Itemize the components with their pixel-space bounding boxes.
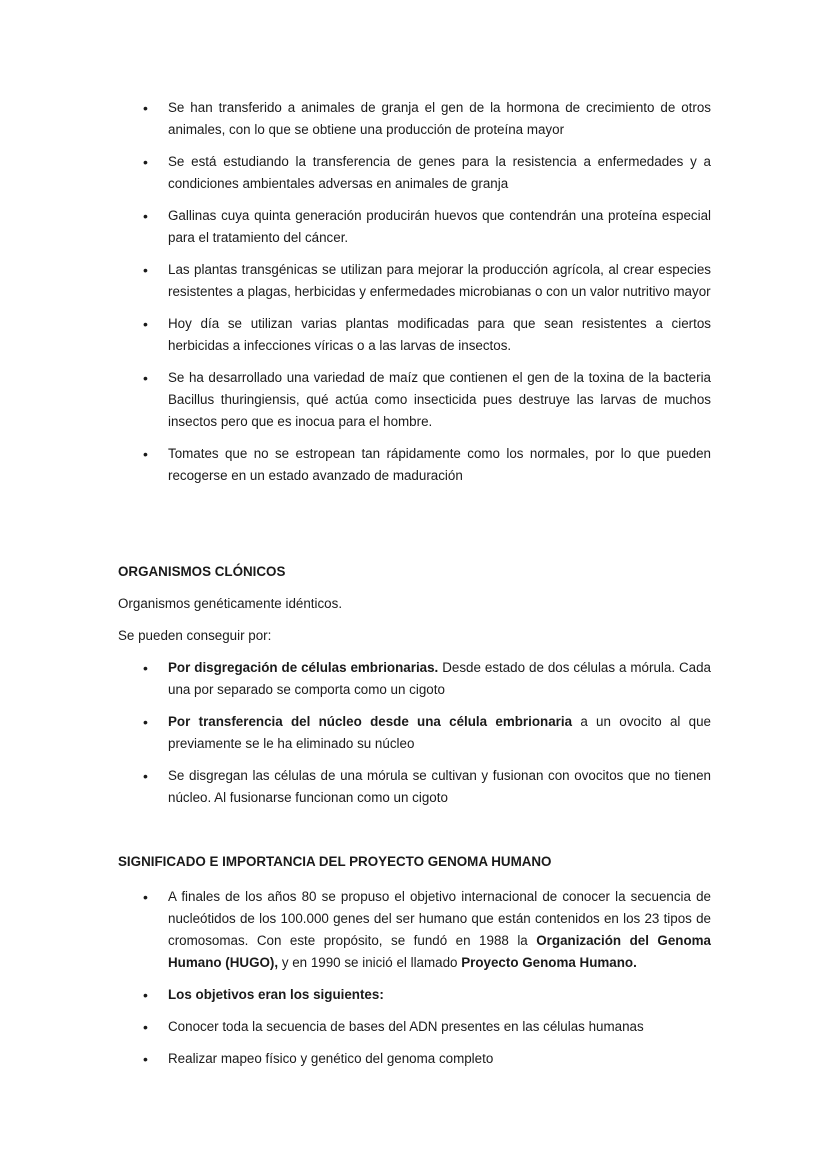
item-text: Realizar mapeo físico y genético del genoma completo — [168, 1051, 494, 1066]
transgenic-list — [118, 97, 711, 487]
section-heading: ORGANISMOS CLÓNICOS — [118, 564, 286, 579]
bold-text: Por disgregación de células embrionarias. — [168, 660, 439, 675]
intro-paragraph: Se pueden conseguir por: — [118, 628, 272, 643]
list-item: • Tomates que no se estropean tan rápidamente como los normales, por lo que pueden recogerse en un estado avanzado de maduración — [118, 443, 711, 487]
clones-list — [118, 657, 711, 809]
bold-text: Por transferencia del núcleo desde una célula embrionaria — [168, 714, 573, 729]
list-item — [118, 1048, 711, 1070]
list-item — [118, 765, 711, 809]
list-item — [118, 657, 711, 701]
list-item: • Hoy día se utilizan varias plantas modificadas para que sean resistentes a ciertos herbicidas a infecciones víricas o a las larvas de insectos. — [118, 313, 711, 357]
list-item — [118, 711, 711, 755]
item-text: a un ovocito al que previamente se le ha eliminado su núcleo — [168, 714, 712, 751]
definition-paragraph: Organismos genéticamente idénticos. — [118, 596, 343, 611]
list-item — [118, 984, 711, 1006]
item-text: Desde estado de dos células a mórula. Cada una por separado se comporta como un cigoto — [168, 660, 711, 697]
item-text: y en 1990 se inició el llamado — [278, 955, 462, 970]
genome-section — [118, 851, 711, 1070]
list-item: • Se está estudiando la transferencia de genes para la resistencia a enfermedades y a condiciones ambientales adversas en animales de granja — [118, 151, 711, 195]
list-item: • Se ha desarrollado una variedad de maíz que contienen el gen de la toxina de la bacteria Bacillus thuringiensis, qué actúa como insecticida pues destruye las larvas de muchos insectos pero que es inocua para el hombre. — [118, 367, 711, 433]
list-item — [118, 1016, 711, 1038]
item-text: Se disgregan las células de una mórula se cultivan y fusionan con ovocitos que no tienen núcleo. Al fusionarse funcionan como un cigoto — [168, 768, 711, 805]
list-item — [118, 886, 711, 974]
list-item: • Se han transferido a animales de granja el gen de la hormona de crecimiento de otros animales, con lo que se obtiene una producción de proteína mayor — [118, 97, 711, 141]
bold-text: Los objetivos eran los siguientes: — [168, 987, 384, 1002]
bold-text: Organización del Genoma Humano (HUGO), — [168, 933, 712, 970]
section-heading: SIGNIFICADO E IMPORTANCIA DEL PROYECTO GENOMA HUMANO — [118, 854, 552, 869]
item-text: A finales de los años 80 se propuso el objetivo internacional de conocer la secuencia de nucleótidos de los 100.000 genes del ser humano que están contenidos en los 23 tipos de cromosomas. Con este propósito, se fundó en 1988 la — [168, 889, 711, 948]
clones-section — [118, 561, 711, 809]
list-item: • Las plantas transgénicas se utilizan para mejorar la producción agrícola, al crear especies resistentes a plagas, herbicidas y enfermedades microbianas o con un valor nutritivo mayor — [118, 259, 711, 303]
genome-list — [118, 886, 711, 1070]
transgenic-examples — [118, 97, 711, 487]
list-item: • Gallinas cuya quinta generación producirán huevos que contendrán una proteína especial para el tratamiento del cáncer. — [118, 205, 711, 249]
item-text: Conocer toda la secuencia de bases del ADN presentes en las células humanas — [168, 1019, 644, 1034]
bold-text: Proyecto Genoma Humano. — [461, 955, 637, 970]
